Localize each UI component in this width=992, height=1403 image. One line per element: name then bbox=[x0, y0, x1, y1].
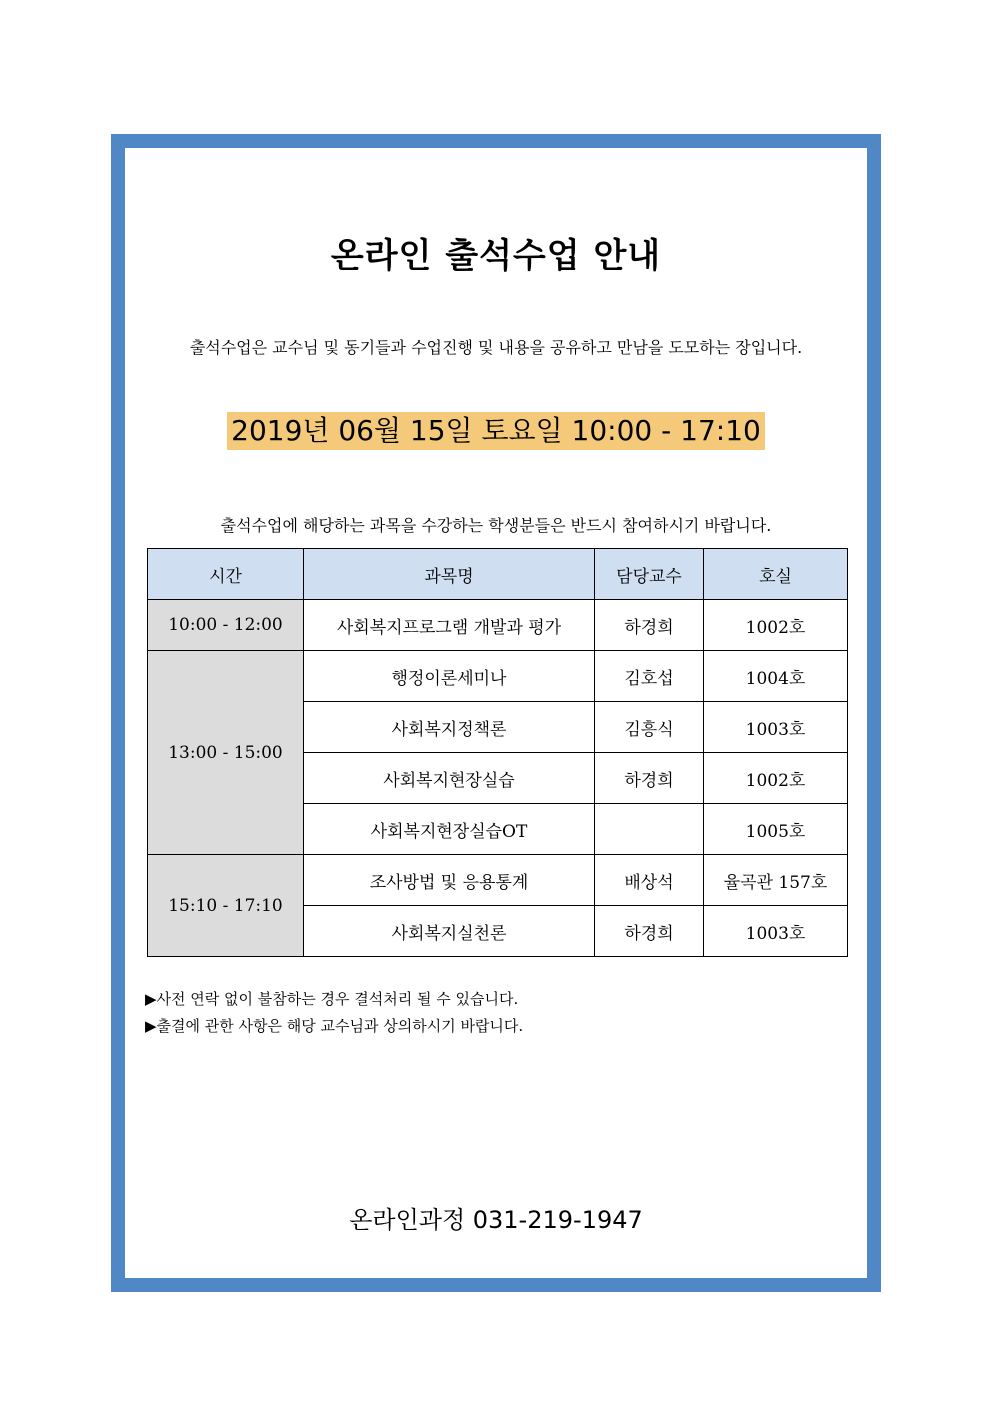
header-subject: 과목명 bbox=[304, 549, 595, 600]
professor-cell bbox=[595, 804, 704, 855]
contact-footer: 온라인과정 031-219-1947 bbox=[349, 1206, 643, 1234]
room-cell: 1003호 bbox=[704, 702, 848, 753]
professor-cell: 김호섭 bbox=[595, 651, 704, 702]
time-cell: 10:00 - 12:00 bbox=[148, 600, 304, 651]
subject-cell: 사회복지현장실습 bbox=[304, 753, 595, 804]
table-row bbox=[148, 651, 848, 702]
professor-cell: 하경희 bbox=[595, 753, 704, 804]
table-row bbox=[148, 855, 848, 906]
note-item: ▶출결에 관한 사항은 해당 교수님과 상의하시기 바랍니다. bbox=[145, 1017, 524, 1035]
subject-cell: 사회복지프로그램 개발과 평가 bbox=[304, 600, 595, 651]
table-header-row bbox=[148, 549, 848, 600]
time-cell: 15:10 - 17:10 bbox=[148, 855, 304, 957]
page-title: 온라인 출석수업 안내 bbox=[330, 236, 662, 276]
subject-cell: 조사방법 및 응용통계 bbox=[304, 855, 595, 906]
date-banner bbox=[125, 412, 867, 450]
room-cell: 율곡관 157호 bbox=[704, 855, 848, 906]
table-row bbox=[148, 600, 848, 651]
room-cell: 1005호 bbox=[704, 804, 848, 855]
room-cell: 1003호 bbox=[704, 906, 848, 957]
subject-cell: 사회복지실천론 bbox=[304, 906, 595, 957]
notice-frame bbox=[111, 134, 881, 1292]
schedule-table bbox=[147, 548, 848, 957]
notes-list bbox=[145, 986, 523, 1040]
professor-cell: 배상석 bbox=[595, 855, 704, 906]
subject-cell: 행정이론세미나 bbox=[304, 651, 595, 702]
header-room: 호실 bbox=[704, 549, 848, 600]
subject-cell: 사회복지현장실습OT bbox=[304, 804, 595, 855]
professor-cell: 하경희 bbox=[595, 600, 704, 651]
subject-cell: 사회복지정책론 bbox=[304, 702, 595, 753]
time-cell: 13:00 - 15:00 bbox=[148, 651, 304, 855]
professor-cell: 김흥식 bbox=[595, 702, 704, 753]
header-time: 시간 bbox=[148, 549, 304, 600]
room-cell: 1002호 bbox=[704, 600, 848, 651]
intro-text: 출석수업은 교수님 및 동기들과 수업진행 및 내용을 공유하고 만남을 도모하는 장입니다. bbox=[189, 338, 803, 357]
attendance-notice: 출석수업에 해당하는 과목을 수강하는 학생분들은 반드시 참여하시기 바랍니다. bbox=[220, 516, 772, 535]
header-professor: 담당교수 bbox=[595, 549, 704, 600]
professor-cell: 하경희 bbox=[595, 906, 704, 957]
note-item: ▶사전 연락 없이 불참하는 경우 결석처리 될 수 있습니다. bbox=[145, 990, 519, 1008]
date-text: 2019년 06월 15일 토요일 10:00 - 17:10 bbox=[227, 412, 765, 450]
room-cell: 1002호 bbox=[704, 753, 848, 804]
room-cell: 1004호 bbox=[704, 651, 848, 702]
